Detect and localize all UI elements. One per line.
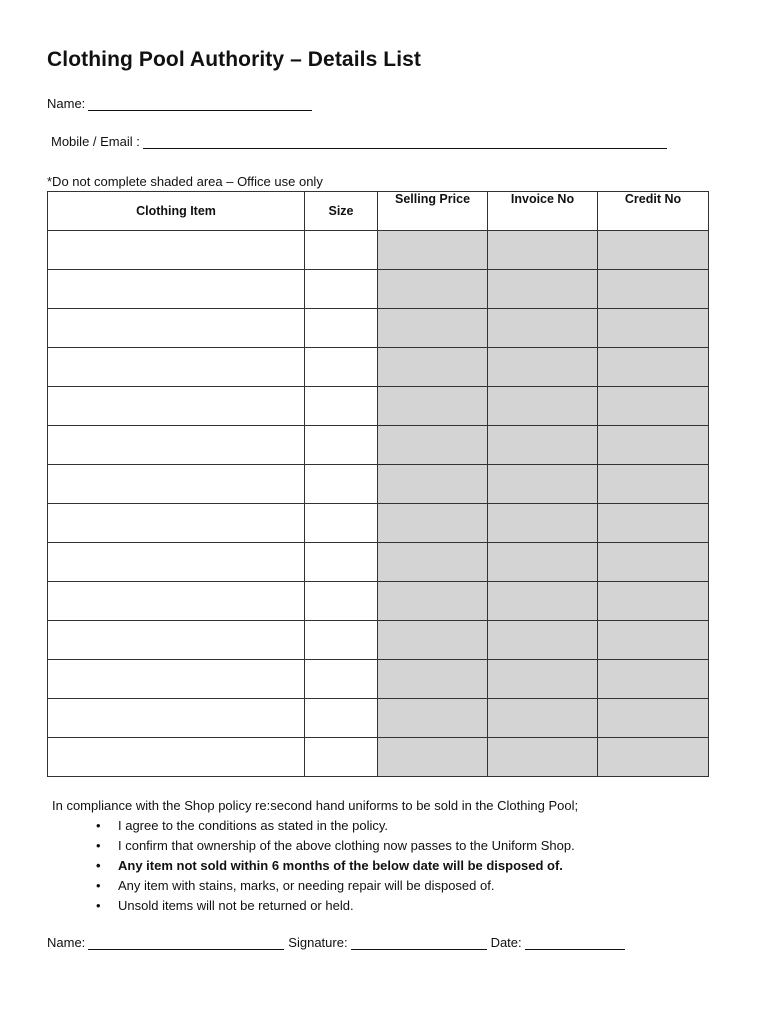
footer-name-label: Name: bbox=[47, 935, 86, 950]
size-cell[interactable] bbox=[305, 504, 378, 543]
contact-field bbox=[51, 134, 667, 149]
selling-price-cell bbox=[378, 231, 488, 270]
table-row bbox=[48, 387, 709, 426]
clothing-item-cell[interactable] bbox=[48, 699, 305, 738]
footer-fields bbox=[47, 935, 629, 950]
selling-price-cell bbox=[378, 348, 488, 387]
size-cell[interactable] bbox=[305, 543, 378, 582]
invoice-no-cell bbox=[488, 543, 598, 582]
header-selling-price: Selling Price bbox=[378, 192, 488, 231]
table-row bbox=[48, 504, 709, 543]
policy-list bbox=[52, 816, 578, 916]
size-cell[interactable] bbox=[305, 699, 378, 738]
clothing-item-cell[interactable] bbox=[48, 582, 305, 621]
invoice-no-cell bbox=[488, 504, 598, 543]
size-cell[interactable] bbox=[305, 387, 378, 426]
credit-no-cell bbox=[598, 387, 709, 426]
table-row bbox=[48, 231, 709, 270]
name-field bbox=[47, 96, 312, 111]
credit-no-cell bbox=[598, 582, 709, 621]
selling-price-cell bbox=[378, 387, 488, 426]
invoice-no-cell bbox=[488, 660, 598, 699]
clothing-table bbox=[47, 191, 709, 777]
clothing-item-cell[interactable] bbox=[48, 231, 305, 270]
credit-no-cell bbox=[598, 348, 709, 387]
size-cell[interactable] bbox=[305, 660, 378, 699]
policy-item: • I agree to the conditions as stated in the policy. bbox=[118, 816, 578, 836]
page-title: Clothing Pool Authority – Details List bbox=[47, 48, 422, 71]
selling-price-cell bbox=[378, 309, 488, 348]
clothing-item-cell[interactable] bbox=[48, 465, 305, 504]
footer-signature-line[interactable] bbox=[351, 935, 487, 950]
clothing-item-cell[interactable] bbox=[48, 738, 305, 777]
invoice-no-cell bbox=[488, 231, 598, 270]
table-row bbox=[48, 270, 709, 309]
name-input-line[interactable] bbox=[88, 96, 312, 111]
footer-signature-label: Signature: bbox=[288, 935, 348, 950]
credit-no-cell bbox=[598, 309, 709, 348]
footer-name-line[interactable] bbox=[88, 935, 284, 950]
table-row bbox=[48, 426, 709, 465]
credit-no-cell bbox=[598, 426, 709, 465]
size-cell[interactable] bbox=[305, 582, 378, 621]
invoice-no-cell bbox=[488, 309, 598, 348]
size-cell[interactable] bbox=[305, 270, 378, 309]
credit-no-cell bbox=[598, 621, 709, 660]
invoice-no-cell bbox=[488, 582, 598, 621]
invoice-no-cell bbox=[488, 738, 598, 777]
policy-item-bold: • Any item not sold within 6 months of the below date will be disposed of. bbox=[118, 856, 578, 876]
credit-no-cell bbox=[598, 231, 709, 270]
clothing-item-cell[interactable] bbox=[48, 660, 305, 699]
invoice-no-cell bbox=[488, 270, 598, 309]
table-header-row bbox=[48, 192, 709, 231]
credit-no-cell bbox=[598, 699, 709, 738]
policy-intro: In compliance with the Shop policy re:second hand uniforms to be sold in the Clothing Pool; bbox=[52, 798, 579, 813]
contact-label: Mobile / Email : bbox=[51, 134, 140, 149]
size-cell[interactable] bbox=[305, 309, 378, 348]
name-label: Name: bbox=[47, 96, 86, 111]
invoice-no-cell bbox=[488, 348, 598, 387]
credit-no-cell bbox=[598, 660, 709, 699]
footer-date-line[interactable] bbox=[525, 935, 625, 950]
selling-price-cell bbox=[378, 504, 488, 543]
table-row bbox=[48, 699, 709, 738]
table-row bbox=[48, 660, 709, 699]
selling-price-cell bbox=[378, 660, 488, 699]
table-row bbox=[48, 621, 709, 660]
clothing-item-cell[interactable] bbox=[48, 426, 305, 465]
table-row bbox=[48, 465, 709, 504]
header-invoice-no: Invoice No bbox=[488, 192, 598, 231]
credit-no-cell bbox=[598, 270, 709, 309]
selling-price-cell bbox=[378, 543, 488, 582]
policy-section bbox=[52, 796, 578, 916]
policy-item: • Any item with stains, marks, or needing repair will be disposed of. bbox=[118, 876, 578, 896]
table-body bbox=[48, 231, 709, 777]
invoice-no-cell bbox=[488, 621, 598, 660]
selling-price-cell bbox=[378, 270, 488, 309]
policy-item: • I confirm that ownership of the above clothing now passes to the Uniform Shop. bbox=[118, 836, 578, 856]
table-row bbox=[48, 738, 709, 777]
clothing-item-cell[interactable] bbox=[48, 387, 305, 426]
footer-date-label: Date: bbox=[490, 935, 522, 950]
selling-price-cell bbox=[378, 426, 488, 465]
size-cell[interactable] bbox=[305, 621, 378, 660]
selling-price-cell bbox=[378, 582, 488, 621]
invoice-no-cell bbox=[488, 699, 598, 738]
credit-no-cell bbox=[598, 543, 709, 582]
size-cell[interactable] bbox=[305, 348, 378, 387]
clothing-item-cell[interactable] bbox=[48, 621, 305, 660]
clothing-item-cell[interactable] bbox=[48, 504, 305, 543]
size-cell[interactable] bbox=[305, 465, 378, 504]
selling-price-cell bbox=[378, 699, 488, 738]
header-size: Size bbox=[305, 192, 378, 231]
selling-price-cell bbox=[378, 621, 488, 660]
office-use-note: *Do not complete shaded area – Office use only bbox=[47, 174, 323, 189]
invoice-no-cell bbox=[488, 387, 598, 426]
policy-item: • Unsold items will not be returned or held. bbox=[118, 896, 578, 916]
table-row bbox=[48, 543, 709, 582]
selling-price-cell bbox=[378, 465, 488, 504]
table-row bbox=[48, 348, 709, 387]
selling-price-cell bbox=[378, 738, 488, 777]
size-cell[interactable] bbox=[305, 426, 378, 465]
size-cell[interactable] bbox=[305, 231, 378, 270]
header-credit-no: Credit No bbox=[598, 192, 709, 231]
clothing-item-cell[interactable] bbox=[48, 309, 305, 348]
clothing-item-cell[interactable] bbox=[48, 543, 305, 582]
table-row bbox=[48, 582, 709, 621]
header-clothing-item: Clothing Item bbox=[48, 192, 305, 231]
invoice-no-cell bbox=[488, 465, 598, 504]
table-row bbox=[48, 309, 709, 348]
clothing-item-cell[interactable] bbox=[48, 270, 305, 309]
size-cell[interactable] bbox=[305, 738, 378, 777]
credit-no-cell bbox=[598, 738, 709, 777]
credit-no-cell bbox=[598, 465, 709, 504]
invoice-no-cell bbox=[488, 426, 598, 465]
clothing-item-cell[interactable] bbox=[48, 348, 305, 387]
contact-input-line[interactable] bbox=[143, 134, 667, 149]
credit-no-cell bbox=[598, 504, 709, 543]
